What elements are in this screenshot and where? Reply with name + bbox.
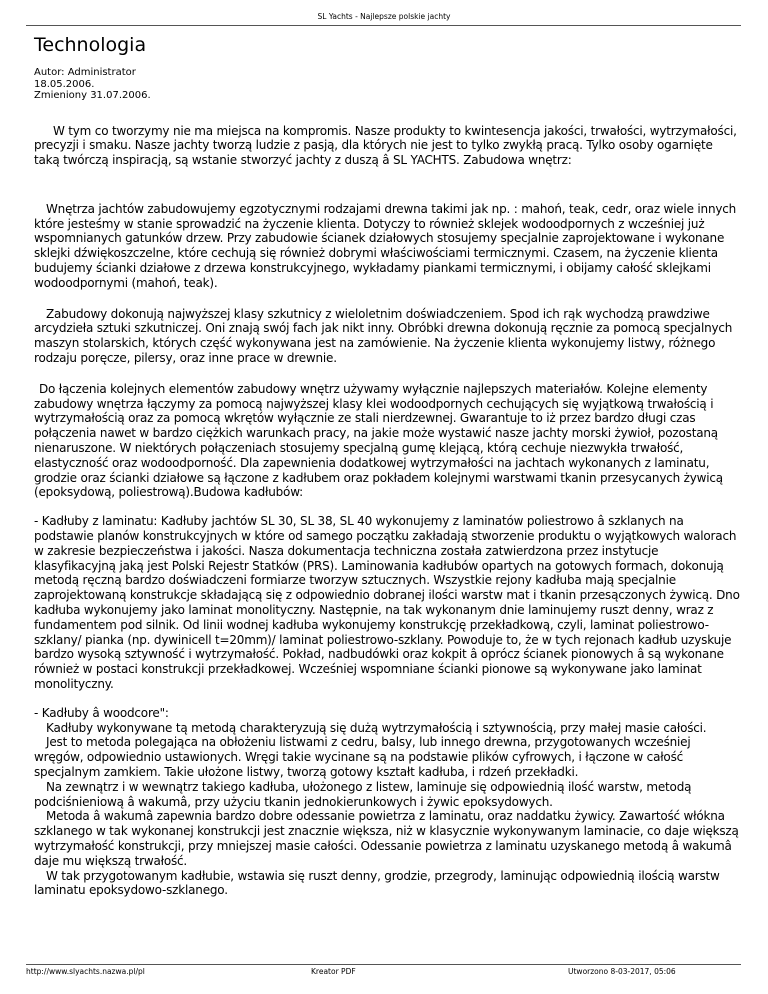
- header-divider: [26, 25, 741, 26]
- paragraph-laminate-hulls: - Kadłuby z laminatu: Kadłuby jachtów SL 30, SL 38, SL 40 wykonujemy z laminatów poliestrowo â szklanych na podstawie planów konstrukcyjnych w które od samego początku zakładają stworzenie produktu o wyjątkowych walorach w zakresie bezpieczeństwa i jakości. Nasza dokumentacja techniczna została zatwierdzona przez instytucje klasyfikacyjną jaką jest Polski Rejestr Statków (PRS). Laminowania kadłubów opartych na gotowych formach, dokonują metodą ręczną bardzo doświadczeni formiarze tworzyw sztucznych. Wszystkie rejony kadłuba mają specjalnie zaprojektowaną konstrukcje składającą się z odpowiednio dobranej ilości warstw mat i tkanin przesączonych żywicą. Dno kadłuba wykonujemy jako laminat monolityczny. Następnie, na tak wykonanym dnie laminujemy ruszt denny, wraz z fundamentem pod silnik. Od linii wodnej kadłuba wykonujemy konstrukcję przekładkową, czyli, laminat poliestrowo- szklany/ pianka (np. dywinicell t=20mm)/ laminat poliestrowo-szklany. Powoduje to, że w tych rejonach kadłub uzyskuje bardzo wysoką sztywność i wytrzymałość. Pokład, nadbudówki oraz kokpit â oprócz ścianek pionowych â są wykonane również w postaci konstrukcji przekładkowej. Wcześniej wspomniane ścianki pionowe są wykonywane jako laminat monolityczny.: [34, 514, 740, 691]
- paragraph-woodcore-5: W tak przygotowanym kadłubie, wstawia się ruszt denny, grodzie, przegrody, laminując odpowiednią ilością warstw laminatu epoksydowo-szklanego.: [34, 868, 720, 898]
- footer-created-date: Utworzono 8-03-2017, 05:06: [568, 967, 676, 976]
- paragraph-interiors: Wnętrza jachtów zabudowujemy egzotycznymi rodzajami drewna takimi jak np. : mahoń, teak, cedr, oraz wiele innych które jesteśmy w stanie sprowadzić na życzenie klienta. Dotyczy to również sklejek wodoodpornych z wcześniej już wspomnianych gatunków drzew. Przy zabudowie ścianek działowych stosujemy specjalnie zaprojektowane i wykonane sklejki dźwiękoszczelne, które cechują się również dobrymi właściwościami termicznymi. Czasem, na życzenie klienta budujemy ścianki działowe z drzewa konstrukcyjnego, wykładamy piankami termicznymi, i obijamy całość sklejkami wodoodpornymi (mahoń, teak).: [34, 201, 737, 290]
- paragraph-woodcore-1: Kadłuby wykonywane tą metodą charakteryzują się dużą wytrzymałością i sztywnością, przy małej masie całości.: [46, 720, 707, 735]
- article-meta: [34, 67, 740, 102]
- paragraph-intro: W tym co tworzymy nie ma miejsca na kompromis. Nasze produkty to kwintesencja jakości, trwałości, wytrzymałości, precyzji i smaku. Nasze jachty tworzą ludzie z pasją, dla których nie jest to tylko zwykłą pracą. Tylko osoby ogarnięte taką twórczą inspiracją, są wstanie stworzyć jachty z duszą â SL YACHTS. Zabudowa wnętrz:: [34, 123, 737, 168]
- created-date: 18.05.2006.: [34, 78, 95, 90]
- footer-creator: Kreator PDF: [311, 967, 356, 976]
- modified-date: Zmieniony 31.07.2006.: [34, 90, 151, 101]
- paragraph-joining: Do łączenia kolejnych elementów zabudowy wnętrz używamy wyłącznie najlepszych materiałów. Kolejne elementy zabudowy wnętrza łączymy za pomocą najwyższej klasy klei wodoodpornych cechujących się wyjątkową trwałością i wytrzymałością oraz za pomocą wkrętów wyłącznie ze stali nierdzewnej. Gwarantuje to iż przez bardzo długi czas połączenia nawet w bardzo ciężkich warunkach pracy, na jakie może wystawić nasze jachty morski żywioł, pozostaną nienaruszone. W niektórych połączeniach stosujemy specjalną gumę klejącą, którą cechuje niezwykła trwałość, elastyczność oraz wodoodporność. Dla zapewnienia dodatkowej wytrzymałości na jachtach wykonanych z laminatu, grodzie oraz ścianki działowe są łączone z kadłubem oraz pokładem kolejnymi warstwami tkanin przesycanych żywicą (epoksydową, poliestrową).Budowa kadłubów:: [34, 381, 723, 500]
- woodcore-heading: - Kadłuby â woodcore":: [34, 705, 169, 720]
- page-header: SL Yachts - Najlepsze polskie jachty: [317, 12, 451, 21]
- article-title: Technologia: [34, 34, 147, 56]
- article-body: [34, 124, 740, 899]
- paragraph-craftsmen: Zabudowy dokonują najwyższej klasy szkutnicy z wieloletnim doświadczeniem. Spod ich rąk wychodzą prawdziwe arcydzieła sztuki szkutniczej. Oni znają swój fach jak nikt inny. Obróbki drewna dokonują ręcznie za pomocą specjalnych maszyn stolarskich, których część wykonywana jest na zamówienie. Na życzenie klienta wykonujemy listwy, różnego rodzaju poręcze, pilersy, oraz inne prace w drewnie.: [34, 306, 733, 366]
- footer-divider: [26, 964, 741, 965]
- author-line: Autor: Administrator: [34, 67, 136, 78]
- paragraph-woodcore-4: Metoda â wakumâ zapewnia bardzo dobre odessanie powietrza z laminatu, oraz naddatku żywicy. Zawartość włókna szklanego w tak wykonanej konstrukcji jest znacznie większa, niż w klasycznie wykonywanym laminacie, co daje większą wytrzymałość konstrukcji, przy mniejszej masie całości. Odessanie powietrza z laminatu uzyskanego metodą â wakumâ daje mu większą trwałość.: [34, 809, 739, 868]
- paragraph-woodcore-2: Jest to metoda polegająca na obłożeniu listwami z cedru, balsy, lub innego drewna, przygotowanych wcześniej wręgów, odpowiednio ustawionych. Wręgi takie wycinane są na podstawie plików cyfrowych, i łączone w całość specjalnym zamkiem. Takie ułożone listwy, tworzą gotowy kształt kadłuba, i rdzeń przekładki.: [34, 735, 691, 779]
- footer-url-link[interactable]: http://www.slyachts.nazwa.pl/pl: [26, 967, 145, 976]
- article: [34, 33, 740, 898]
- paragraph-woodcore-3: Na zewnątrz i w wewnątrz takiego kadłuba, ułożonego z listew, laminuje się odpowiednią ilość warstw, metodą podciśnieniową â wakumâ, przy użyciu tkanin jednokierunkowych i żywic epoksydowych.: [34, 779, 692, 809]
